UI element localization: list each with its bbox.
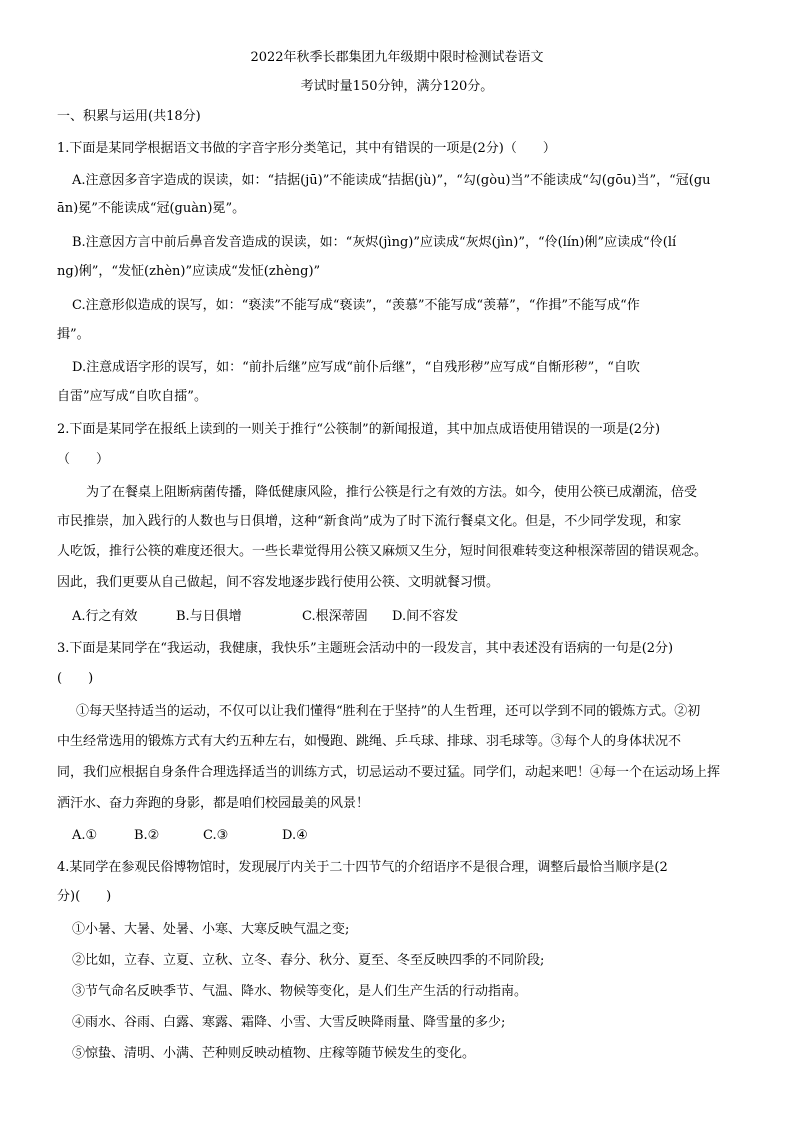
q3-passage-line1: ①每天坚持适当的运动，不仅可以让我们懂得“胜利在于坚持”的人生哲理，还可以学到不同的锻炼方式。②初 [76, 704, 701, 719]
q4-item-1: ①小暑、大暑、处暑、小寒、大寒反映气温之变; [72, 922, 350, 937]
q1-option-d-line2: 自雷”应写成“自吹自擂”。 [57, 389, 207, 404]
q3-stem-line2: ( ) [57, 671, 94, 686]
q1-option-c-line2: 揖”。 [57, 327, 90, 342]
q2-passage-line4: 因此，我们更要从自己做起，间不容发地逐步践行使用公筷、文明就餐习惯。 [57, 575, 500, 590]
q3-option-c: C.③ [203, 828, 229, 843]
q1-option-a-line1: A.注意因多音字造成的误读，如：“拮据(jū)”不能读成“拮据(jù)”，“勾(gòu)当”不能读成“勾(gōu)当”，“冠(gu [72, 173, 711, 188]
q3-option-d: D.④ [282, 828, 308, 843]
q3-stem-line1: 3.下面是某同学在“我运动，我健康，我快乐”主题班会活动中的一段发言，其中表述没有语病的一句是(2分) [57, 641, 674, 656]
q1-stem: 1.下面是某同学根据语文书做的字音字形分类笔记，其中有错误的一项是(2分)（ ） [57, 141, 556, 156]
q4-item-4: ④雨水、谷雨、白露、寒露、霜降、小雪、大雪反映降雨量、降雪量的多少; [72, 1015, 506, 1030]
q2-stem-line1: 2.下面是某同学在报纸上读到的一则关于推行“公筷制”的新闻报道，其中加点成语使用错误的一项是(2分) [57, 422, 661, 437]
q1-option-b-line2: ng)俐”，“发怔(zhèn)”应读成“发怔(zhèng)” [57, 264, 321, 279]
q1-option-b-line1: B.注意因方言中前后鼻音发音造成的误读，如：“灰烬(jìng)”应读成“灰烬(jìn)”，“伶(lín)俐”应读成“伶(lí [72, 235, 677, 250]
exam-title: 2022年秋季长郡集团九年级期中限时检测试卷语文 [250, 50, 544, 65]
q2-passage-line2: 市民推崇，加入践行的人数也与日俱增，这种“新食尚”成为了时下流行餐桌文化。但是，不少同学发现，和家 [57, 514, 682, 529]
q3-option-a: A.① [72, 828, 98, 843]
q4-item-2: ②比如，立春、立夏、立秋、立冬、春分、秋分、夏至、冬至反映四季的不同阶段; [72, 953, 545, 968]
q1-option-c-line1: C.注意形似造成的误写，如：“亵渎”不能写成“亵读”，“羡慕”不能写成“羡幕”，“作揖”不能写成“作 [72, 298, 640, 313]
q2-option-b: B.与日俱增 [176, 609, 242, 624]
q2-option-d: D.间不容发 [392, 609, 459, 624]
q1-option-a-line2: ān)冕”不能读成“冠(guàn)冕”。 [57, 201, 246, 216]
section-heading: 一、积累与运用(共18分) [57, 109, 201, 124]
q2-option-c: C.根深蒂固 [302, 609, 368, 624]
q2-stem-line2: （ ） [57, 452, 110, 467]
q3-passage-line3: 同，我们应根据自身条件合理选择适当的训练方式，切忌运动不要过猛。同学们，动起来吧！④每一个在运动场上挥 [57, 765, 721, 780]
q3-passage-line4: 洒汗水、奋力奔跑的身影，都是咱们校园最美的风景！ [57, 796, 370, 811]
q4-stem-line2: 分)( ) [57, 889, 112, 904]
q3-passage-line2: 中生经常选用的锻炼方式有大约五种左右，如慢跑、跳绳、乒乓球、排球、羽毛球等。③每个人的身体状况不 [57, 734, 682, 749]
q4-stem-line1: 4.某同学在参观民俗博物馆时，发现展厅内关于二十四节气的介绍语序不是很合理，调整后最恰当顺序是(2 [57, 860, 668, 875]
q1-option-d-line1: D.注意成语字形的误写，如：“前扑后继”应写成“前仆后继”，“自残形秽”应写成“自惭形秽”，“自吹 [72, 360, 640, 375]
q2-option-a: A.行之有效 [72, 609, 138, 624]
exam-subtitle: 考试时量150分钟，满分120分。 [300, 79, 494, 94]
q2-passage-line3: 人吃饭，推行公筷的难度还很大。一些长辈觉得用公筷又麻烦又生分，短时间很难转变这种根深蒂固的错误观念。 [57, 544, 708, 559]
q3-option-b: B.② [134, 828, 160, 843]
q2-passage-line1: 为了在餐桌上阻断病菌传播，降低健康风险，推行公筷是行之有效的方法。如今，使用公筷已成潮流，倍受 [86, 485, 698, 500]
q4-item-3: ③节气命名反映季节、气温、降水、物候等变化，是人们生产生活的行动指南。 [72, 984, 528, 999]
q4-item-5: ⑤惊蛰、清明、小满、芒种则反映动植物、庄稼等随节候发生的变化。 [72, 1046, 476, 1061]
